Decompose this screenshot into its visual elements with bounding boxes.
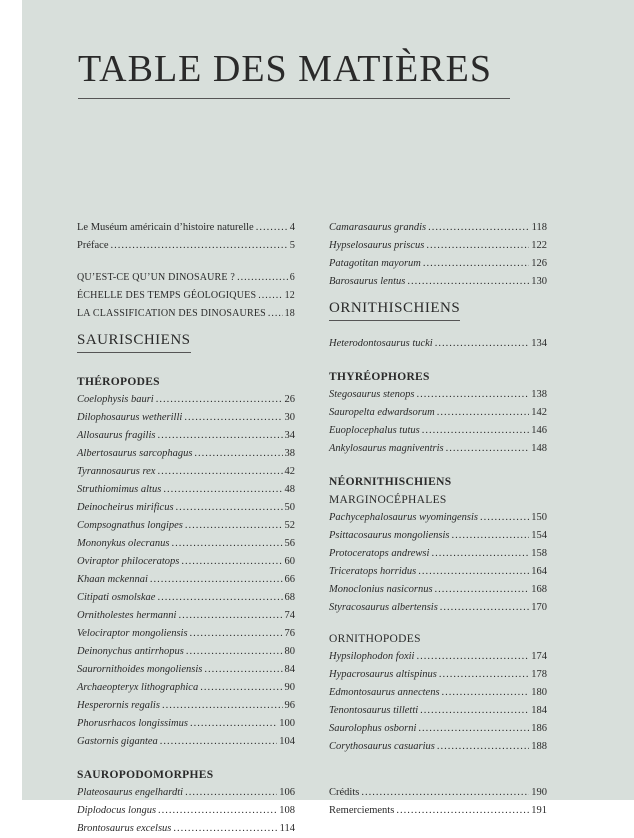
toc-entry-title: Stegosaurus stenops — [329, 389, 415, 400]
toc-entry — [329, 386, 547, 404]
dot-leader — [437, 738, 529, 756]
toc-entry-title: Le Muséum américain d’histoire naturelle — [77, 222, 254, 233]
dot-leader — [396, 802, 529, 820]
toc-entry — [77, 237, 295, 255]
toc-entry — [329, 684, 547, 702]
dot-leader — [181, 553, 282, 571]
toc-left-column — [77, 219, 295, 838]
toc-entry-page-number: 18 — [284, 308, 295, 319]
toc-entry-title: Plateosaurus engelhardti — [77, 787, 184, 798]
sauropodomorphes-list — [77, 784, 295, 838]
toc-entry-title: Triceratops horridus — [329, 566, 417, 577]
dot-leader — [258, 287, 282, 305]
toc-entry-title: Ankylosaurus magniventris — [329, 443, 444, 454]
dot-leader — [440, 599, 529, 617]
dot-leader — [194, 445, 282, 463]
book-page — [22, 0, 634, 834]
toc-entry-page-number: 52 — [284, 520, 295, 531]
thyreophores-list — [329, 386, 547, 458]
dot-leader — [173, 820, 277, 838]
toc-entry — [77, 589, 295, 607]
toc-entry — [329, 545, 547, 563]
dot-leader — [268, 305, 283, 323]
dot-leader — [163, 481, 282, 499]
dot-leader — [418, 720, 529, 738]
toc-entry-title: Phorusrhacos longissimus — [77, 718, 188, 729]
toc-entry — [77, 697, 295, 715]
intro-list — [77, 219, 295, 255]
toc-entry — [329, 720, 547, 738]
dot-leader — [110, 237, 287, 255]
toc-entry-page-number: 174 — [531, 651, 547, 662]
ornithopodes-list — [329, 648, 547, 756]
spacer — [329, 353, 547, 362]
dot-leader — [422, 422, 530, 440]
dot-leader — [185, 784, 277, 802]
dot-leader — [190, 625, 283, 643]
dot-leader — [451, 527, 529, 545]
toc-entry-title: Edmontosaurus annectens — [329, 687, 440, 698]
toc-entry-page-number: 5 — [289, 240, 295, 251]
toc-entry — [77, 715, 295, 733]
toc-entry-page-number: 130 — [531, 276, 547, 287]
toc-entry-page-number: 154 — [531, 530, 547, 541]
toc-entry-title: Saurolophus osborni — [329, 723, 417, 734]
toc-entry-page-number: 150 — [531, 512, 547, 523]
toc-entry — [329, 527, 547, 545]
toc-entry-page-number: 186 — [531, 723, 547, 734]
toc-entry — [329, 702, 547, 720]
toc-entry — [329, 219, 547, 237]
title-rule — [78, 98, 510, 99]
toc-entry — [329, 255, 547, 273]
dot-leader — [416, 386, 529, 404]
toc-entry-page-number: 30 — [284, 412, 295, 423]
toc-entry-title: Patagotitan mayorum — [329, 258, 421, 269]
toc-entry — [77, 219, 295, 237]
dot-leader — [431, 545, 529, 563]
subsection-heading-thyreophores: THYRÉOPHORES — [329, 371, 430, 383]
toc-entry — [329, 738, 547, 756]
toc-entry — [77, 661, 295, 679]
toc-entry-page-number: 104 — [279, 736, 295, 747]
toc-entry-title: Diplodocus longus — [77, 805, 157, 816]
toc-entry — [77, 445, 295, 463]
toc-entry — [77, 820, 295, 838]
toc-entry-page-number: 188 — [531, 741, 547, 752]
toc-entry-title: Mononykus olecranus — [77, 538, 170, 549]
dot-leader — [442, 684, 530, 702]
toc-entry-page-number: 138 — [531, 389, 547, 400]
dot-leader — [426, 237, 529, 255]
dot-leader — [157, 427, 282, 445]
chapter-list — [77, 269, 295, 323]
toc-entry — [329, 599, 547, 617]
toc-entry-page-number: 96 — [284, 700, 295, 711]
toc-entry — [77, 535, 295, 553]
toc-entry-title: Gastornis gigantea — [77, 736, 158, 747]
spacer — [329, 756, 547, 784]
toc-entry — [77, 553, 295, 571]
toc-entry-page-number: 74 — [284, 610, 295, 621]
toc-entry-page-number: 191 — [531, 805, 547, 816]
toc-entry-title: Remerciements — [329, 805, 395, 816]
toc-entry-title: Deinocheirus mirificus — [77, 502, 174, 513]
toc-entry — [329, 648, 547, 666]
toc-entry — [77, 643, 295, 661]
toc-entry-title: Hesperornis regalis — [77, 700, 160, 711]
dot-leader — [256, 219, 288, 237]
dot-leader — [446, 440, 530, 458]
toc-entry-page-number: 184 — [531, 705, 547, 716]
toc-entry-title: Saurornithoides mongoliensis — [77, 664, 203, 675]
dot-leader — [428, 219, 529, 237]
toc-entry-page-number: 42 — [284, 466, 295, 477]
spacer — [77, 751, 295, 760]
toc-entry-title: Citipati osmolskae — [77, 592, 156, 603]
dot-leader — [171, 535, 282, 553]
toc-entry-title: Barosaurus lentus — [329, 276, 406, 287]
toc-entry-title: Albertosaurus sarcophagus — [77, 448, 193, 459]
toc-entry — [77, 607, 295, 625]
end-matter-list — [329, 784, 547, 820]
toc-entry-page-number: 180 — [531, 687, 547, 698]
toc-entry-page-number: 178 — [531, 669, 547, 680]
toc-entry-page-number: 68 — [284, 592, 295, 603]
subsection-heading-ornithopodes: ORNITHOPODES — [329, 633, 421, 645]
toc-entry-title: Ornitholestes hermanni — [77, 610, 177, 621]
dot-leader — [178, 607, 282, 625]
toc-entry-title: Archaeopteryx lithographica — [77, 682, 199, 693]
section-heading-saurischiens: SAURISCHIENS — [77, 332, 191, 353]
dot-leader — [185, 517, 283, 535]
dot-leader — [150, 571, 283, 589]
toc-entry-title: Dilophosaurus wetherilli — [77, 412, 183, 423]
dot-leader — [160, 733, 277, 751]
toc-entry-title: Camarasaurus grandis — [329, 222, 427, 233]
toc-entry-page-number: 122 — [531, 240, 547, 251]
toc-entry — [77, 571, 295, 589]
toc-entry-title: Protoceratops andrewsi — [329, 548, 430, 559]
toc-entry-title: Tenontosaurus tilletti — [329, 705, 419, 716]
toc-entry-page-number: 60 — [284, 556, 295, 567]
toc-entry-title: LA CLASSIFICATION DES DINOSAURES — [77, 308, 266, 319]
dot-leader — [200, 679, 282, 697]
toc-entry — [329, 784, 547, 802]
dot-leader — [361, 784, 529, 802]
toc-entry — [329, 273, 547, 291]
dot-leader — [480, 509, 529, 527]
toc-entry-page-number: 148 — [531, 443, 547, 454]
toc-right-column — [329, 219, 547, 820]
toc-entry-page-number: 26 — [284, 394, 295, 405]
toc-entry — [77, 733, 295, 751]
dot-leader — [162, 697, 283, 715]
toc-entry-title: Compsognathus longipes — [77, 520, 183, 531]
toc-entry-title: Euoplocephalus tutus — [329, 425, 420, 436]
toc-entry-page-number: 56 — [284, 538, 295, 549]
toc-entry-page-number: 146 — [531, 425, 547, 436]
spacer — [329, 458, 547, 467]
toc-entry — [77, 269, 295, 287]
toc-entry-page-number: 48 — [284, 484, 295, 495]
toc-entry-title: Struthiomimus altus — [77, 484, 162, 495]
toc-entry — [329, 666, 547, 684]
toc-entry — [77, 409, 295, 427]
toc-entry-page-number: 12 — [284, 290, 295, 301]
toc-entry-title: ÉCHELLE DES TEMPS GÉOLOGIQUES — [77, 290, 257, 301]
dot-leader — [420, 702, 529, 720]
toc-entry-title: Crédits — [329, 787, 360, 798]
dot-leader — [423, 255, 529, 273]
toc-entry — [329, 404, 547, 422]
spacer — [329, 617, 547, 626]
toc-entry — [77, 517, 295, 535]
toc-entry — [77, 625, 295, 643]
dot-leader — [156, 391, 283, 409]
sauropod-continued-list — [329, 219, 547, 291]
toc-entry-page-number: 34 — [284, 430, 295, 441]
dot-leader — [407, 273, 529, 291]
spacer — [329, 291, 547, 300]
toc-entry-page-number: 66 — [284, 574, 295, 585]
toc-entry-page-number: 168 — [531, 584, 547, 595]
toc-entry-title: Khaan mckennai — [77, 574, 148, 585]
dot-leader — [237, 269, 288, 287]
toc-entry-page-number: 6 — [289, 272, 295, 283]
toc-entry-title: Hypacrosaurus altispinus — [329, 669, 437, 680]
toc-entry — [77, 481, 295, 499]
toc-entry-title: Deinonychus antirrhopus — [77, 646, 184, 657]
toc-entry-page-number: 76 — [284, 628, 295, 639]
page-title: TABLE DES MATIÈRES — [78, 48, 492, 90]
dot-leader — [439, 666, 529, 684]
dot-leader — [435, 335, 530, 353]
toc-entry-title: Hypsilophodon foxii — [329, 651, 415, 662]
toc-entry-page-number: 158 — [531, 548, 547, 559]
toc-entry — [329, 440, 547, 458]
toc-entry-title: Pachycephalosaurus wyomingensis — [329, 512, 479, 523]
dot-leader — [416, 648, 529, 666]
dot-leader — [204, 661, 282, 679]
toc-entry — [77, 679, 295, 697]
toc-entry-page-number: 126 — [531, 258, 547, 269]
dot-leader — [157, 463, 282, 481]
dot-leader — [418, 563, 529, 581]
subsection-heading-sauropodomorphes: SAUROPODOMORPHES — [77, 769, 214, 781]
toc-entry-page-number: 38 — [284, 448, 295, 459]
toc-entry — [77, 391, 295, 409]
toc-entry-page-number: 50 — [284, 502, 295, 513]
toc-entry — [77, 427, 295, 445]
subsection-heading-theropodes: THÉROPODES — [77, 376, 160, 388]
toc-entry — [77, 305, 295, 323]
toc-entry-title: Styracosaurus albertensis — [329, 602, 438, 613]
spacer — [77, 255, 295, 269]
toc-entry — [329, 422, 547, 440]
toc-entry-title: Coelophysis bauri — [77, 394, 154, 405]
toc-entry-title: Psittacosaurus mongoliensis — [329, 530, 450, 541]
toc-entry-title: Heterodontosaurus tucki — [329, 338, 433, 349]
dot-leader — [437, 404, 530, 422]
toc-entry — [77, 784, 295, 802]
ornithischiens-list — [329, 335, 547, 353]
dot-leader — [435, 581, 530, 599]
toc-entry — [329, 335, 547, 353]
toc-entry — [77, 802, 295, 820]
toc-entry-page-number: 106 — [279, 787, 295, 798]
toc-entry-title: Velociraptor mongoliensis — [77, 628, 188, 639]
toc-entry — [329, 237, 547, 255]
toc-entry-page-number: 142 — [531, 407, 547, 418]
toc-entry-title: Tyrannosaurus rex — [77, 466, 156, 477]
toc-entry-page-number: 108 — [279, 805, 295, 816]
toc-entry-title: Sauropelta edwardsorum — [329, 407, 435, 418]
toc-entry-title: Hypselosaurus priscus — [329, 240, 425, 251]
marginocephales-list — [329, 509, 547, 617]
toc-entry-page-number: 114 — [279, 823, 295, 834]
toc-entry-page-number: 90 — [284, 682, 295, 693]
toc-entry-page-number: 4 — [289, 222, 295, 233]
spacer — [77, 323, 295, 332]
toc-entry-page-number: 134 — [531, 338, 547, 349]
toc-entry-title: QU’EST-CE QU’UN DINOSAURE ? — [77, 272, 236, 283]
toc-entry — [329, 581, 547, 599]
toc-entry-page-number: 118 — [531, 222, 547, 233]
section-heading-ornithischiens: ORNITHISCHIENS — [329, 300, 460, 321]
toc-entry-page-number: 164 — [531, 566, 547, 577]
toc-entry-page-number: 170 — [531, 602, 547, 613]
toc-entry-title: Préface — [77, 240, 109, 251]
dot-leader — [158, 802, 277, 820]
toc-entry-title: Oviraptor philoceratops — [77, 556, 180, 567]
dot-leader — [184, 409, 282, 427]
toc-entry-title: Brontosaurus excelsus — [77, 823, 172, 834]
dot-leader — [176, 499, 283, 517]
toc-entry-title: Corythosaurus casuarius — [329, 741, 435, 752]
toc-entry-title: Monoclonius nasicornus — [329, 584, 433, 595]
toc-entry — [329, 563, 547, 581]
toc-entry-page-number: 84 — [284, 664, 295, 675]
toc-entry — [77, 463, 295, 481]
toc-entry — [329, 802, 547, 820]
toc-entry-page-number: 190 — [531, 787, 547, 798]
dot-leader — [190, 715, 277, 733]
toc-entry — [329, 509, 547, 527]
subsection-heading-neornithischiens: NÉORNITHISCHIENS — [329, 476, 452, 488]
theropodes-list — [77, 391, 295, 751]
toc-entry-page-number: 100 — [279, 718, 295, 729]
dot-leader — [157, 589, 282, 607]
toc-entry-title: Allosaurus fragilis — [77, 430, 156, 441]
toc-entry — [77, 287, 295, 305]
toc-entry-page-number: 80 — [284, 646, 295, 657]
subsection-heading-marginocephales: MARGINOCÉPHALES — [329, 494, 447, 506]
toc-entry — [77, 499, 295, 517]
dot-leader — [186, 643, 283, 661]
